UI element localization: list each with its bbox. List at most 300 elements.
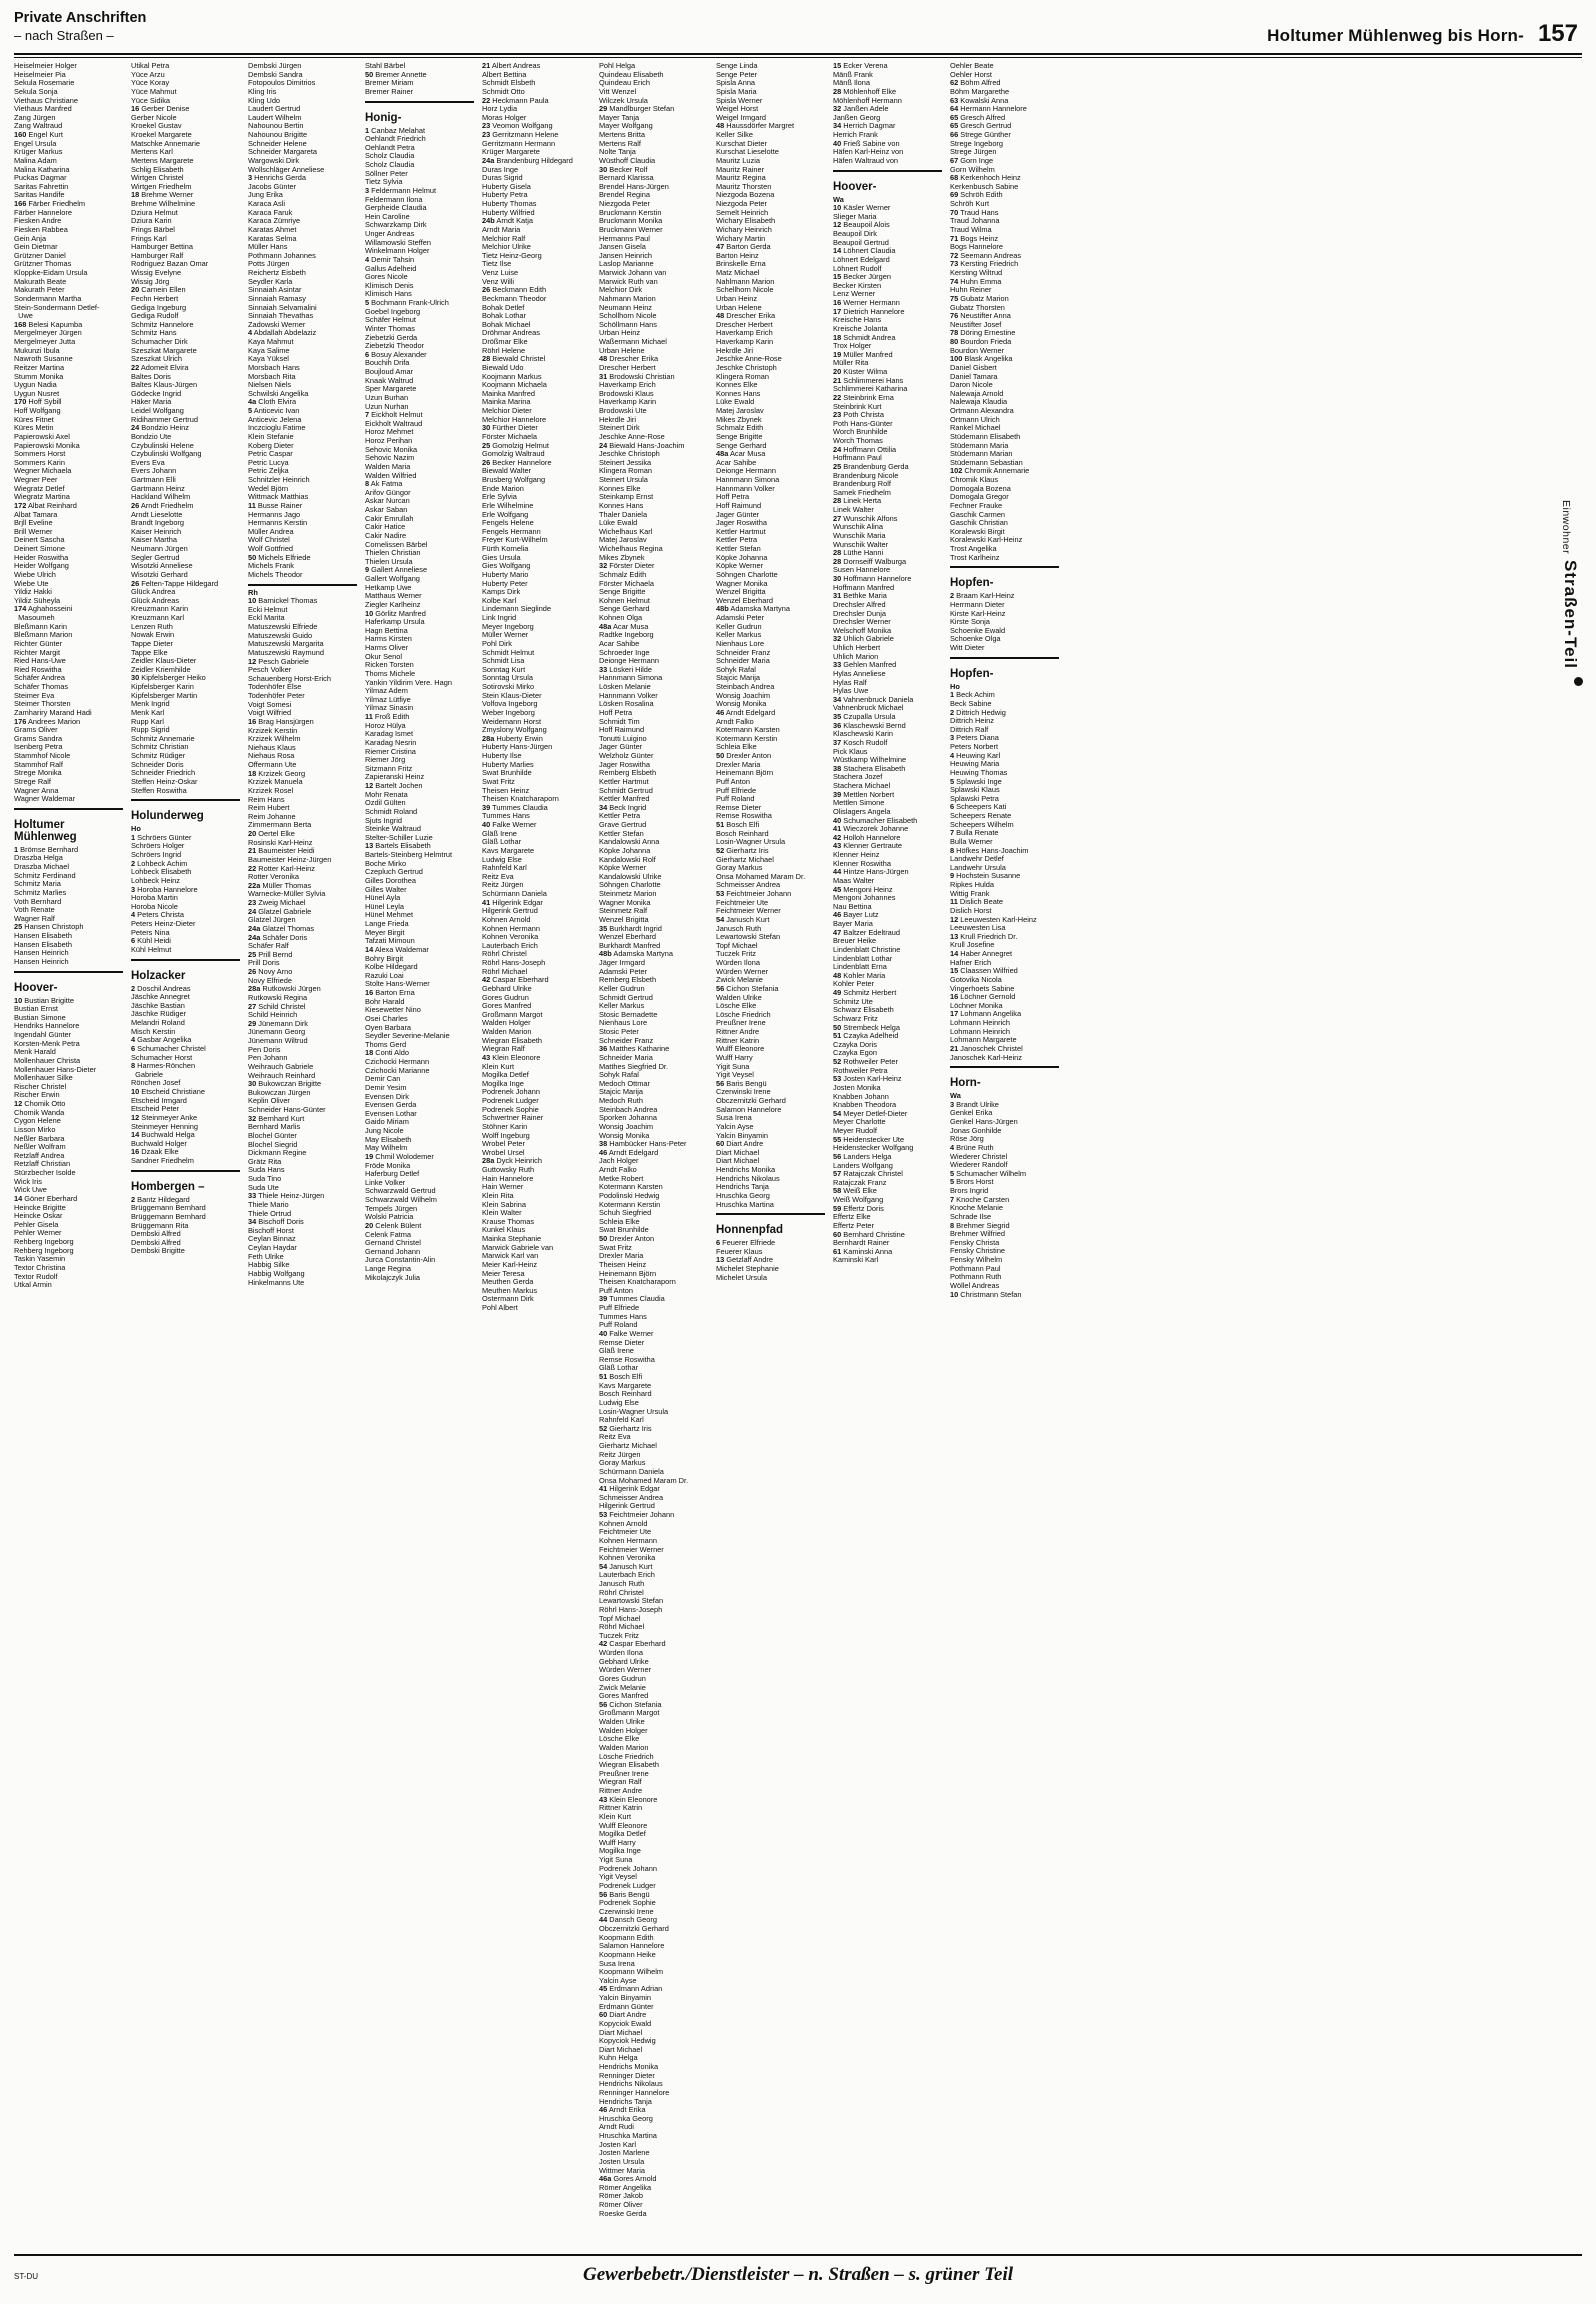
- directory-entry: Niehaus Klaus: [248, 743, 296, 752]
- directory-entry: Ziegler Karlheinz: [365, 600, 421, 609]
- directory-entry: Drößmar Elke: [482, 338, 528, 346]
- directory-entry: 48 Kohler Maria: [833, 971, 886, 980]
- street-heading-line: Honnenpfad: [716, 1224, 784, 1237]
- directory-entry: Losin-Wagner Ursula: [599, 1407, 669, 1416]
- directory-entry: Jeschke Anne-Rose: [716, 355, 782, 364]
- directory-entry: Hain Hannelore: [482, 1174, 534, 1183]
- directory-entry: Glatzel Jürgen: [248, 916, 296, 925]
- directory-entry: Löchner Monika: [950, 1001, 1003, 1010]
- directory-entry: Schmidt Lisa: [482, 657, 525, 666]
- directory-entry: Voigt Somesi: [248, 700, 292, 709]
- directory-entry: Schumacher Dirk: [131, 338, 188, 346]
- directory-entry: Eckl Marita: [248, 614, 285, 623]
- directory-entry: Steinke Waltraud: [365, 825, 422, 834]
- directory-entry: Podrenek Sophie: [599, 1899, 656, 1908]
- directory-entry: Salamon Hannelore: [716, 1105, 782, 1114]
- directory-entry: Drescher Herbert: [599, 363, 656, 372]
- directory-entry: Landwehr Detlef: [950, 855, 1004, 864]
- directory-entry: Zang Waltraud: [14, 122, 63, 131]
- directory-entry: Weihrauch Reinhard: [248, 1071, 316, 1080]
- directory-entry: Keller Silke: [716, 131, 753, 139]
- directory-entry: Kohnen Veronika: [599, 1554, 656, 1563]
- directory-entry: Wa: [833, 195, 844, 204]
- directory-entry: 6 Feuerer Elfriede: [716, 1239, 776, 1248]
- directory-entry: Römer Angelika: [599, 2183, 652, 2192]
- directory-entry: Kunkel Klaus: [482, 1226, 526, 1235]
- directory-entry: Tonutti Luigino: [599, 734, 647, 743]
- directory-entry: Gores Gudrun: [599, 1674, 646, 1683]
- directory-entry: 28a Huberty Erwin: [482, 734, 543, 743]
- directory-entry: Erle Wilhelmine: [482, 501, 534, 510]
- directory-entry: Chomik Wanda: [14, 1108, 65, 1117]
- street-heading-line: Hoover-: [14, 981, 58, 994]
- directory-entry: Retzlaff Andrea: [14, 1151, 65, 1160]
- directory-entry: Cornelissen Bärbel: [365, 540, 428, 549]
- directory-entry: Kreuzmann Karl: [131, 614, 184, 622]
- directory-entry: Schleia Elke: [716, 743, 757, 752]
- directory-entry: Karadag Ismet: [365, 730, 414, 739]
- directory-entry: 10 Bustian Brigitte: [14, 996, 74, 1005]
- directory-entry: Erle Wolfgang: [482, 510, 529, 519]
- directory-entry: Waßermann Michael: [599, 338, 667, 346]
- directory-entry: Bernhardt Rainer: [833, 1239, 890, 1248]
- directory-entry: Retzlaff Christian: [14, 1160, 71, 1169]
- directory-entry: Mauritz Regina: [716, 174, 766, 183]
- directory-entry: 5 Schumacher Wilhelm: [950, 1169, 1026, 1178]
- directory-entry: Gabriele: [131, 1070, 164, 1079]
- directory-entry: Josten Monika: [833, 1083, 881, 1092]
- directory-entry: Josten Karl: [599, 2140, 636, 2149]
- directory-entry: Schmitz Hannelore: [131, 320, 194, 329]
- directory-entry: Schmidt Tim: [599, 717, 640, 726]
- directory-entry: Melchior Dieter: [482, 407, 532, 415]
- directory-entry: Brill Werner: [14, 527, 53, 536]
- directory-entry: Weihrauch Gabriele: [248, 1062, 314, 1071]
- directory-entry: Mikes Zbynek: [716, 415, 762, 424]
- directory-entry: Volfova Ingeborg: [482, 700, 538, 709]
- directory-entry: Kroekel Margarete: [131, 131, 192, 139]
- directory-entry: Deionge Hermann: [716, 467, 776, 476]
- directory-entry: 8 Höfkes Hans-Joachim: [950, 846, 1029, 855]
- directory-entry: Heincke Brigitte: [14, 1203, 66, 1212]
- directory-entry: 12 Bartelt Jochen: [365, 782, 423, 790]
- directory-entry: Gläß Irene: [599, 1347, 634, 1356]
- directory-entry: 170 Hoff Sybill: [14, 398, 62, 407]
- directory-entry: Trost Angelika: [950, 545, 997, 553]
- directory-entry: Podrenek Johann: [599, 1864, 657, 1873]
- directory-entry: Etscheid Irmgard: [131, 1096, 187, 1105]
- directory-entry: Cakir Emrullah: [365, 514, 414, 523]
- directory-entry: Schneider Franz: [599, 1036, 654, 1045]
- directory-entry: Goray Markus: [599, 1459, 646, 1468]
- directory-entry: Melchior Ralf: [482, 234, 526, 243]
- directory-entry: Obczernitzki Gerhard: [716, 1097, 786, 1105]
- directory-entry: 52 Gierhartz Iris: [599, 1424, 652, 1433]
- directory-entry: Yüce Koray: [131, 79, 170, 88]
- directory-entry: Gallus Adelheid: [365, 264, 417, 273]
- directory-entry: Stein-Sondermann Detlef-: [14, 303, 100, 312]
- directory-entry: Yigit Suna: [716, 1062, 750, 1071]
- directory-entry: Mikolajczyk Julia: [365, 1273, 421, 1282]
- directory-entry: 26 Felten-Tappe Hildegard: [131, 579, 219, 588]
- directory-entry: Huberty Marlies: [482, 760, 534, 769]
- directory-entry: Scheepers Wilhelm: [950, 820, 1014, 829]
- directory-column: [131, 62, 248, 2202]
- directory-entry: Ludwig Else: [599, 1398, 639, 1407]
- directory-entry: Lösche Elke: [716, 1002, 757, 1011]
- directory-entry: Lindenblatt Lothar: [833, 954, 893, 963]
- directory-entry: Evers Johann: [131, 467, 177, 476]
- directory-entry: Gilles Walter: [365, 885, 407, 894]
- directory-entry: Haferburg Detlef: [365, 1170, 420, 1179]
- directory-entry: Reim Hans: [248, 795, 285, 804]
- directory-entry: Wisotzki Gerhard: [131, 570, 188, 579]
- directory-entry: Zwick Melanie: [599, 1683, 646, 1692]
- directory-entry: Wrobel Peter: [482, 1140, 525, 1149]
- street-heading: [716, 1224, 830, 1237]
- directory-entry: Gödecke Ingrid: [131, 389, 182, 398]
- directory-entry: 53 Josten Karl-Heinz: [833, 1075, 902, 1084]
- directory-entry: Salamon Hannelore: [599, 1942, 665, 1951]
- directory-entry: Schmeisser Andrea: [716, 881, 781, 890]
- directory-entry: Grützner Thomas: [14, 260, 72, 269]
- directory-entry: Niehaus Rosa: [248, 752, 295, 761]
- directory-entry: 10 Barnickel Thomas: [248, 597, 318, 606]
- directory-entry: Arndt Falko: [599, 1166, 637, 1174]
- directory-entry: Feth Ulrike: [248, 1252, 284, 1261]
- directory-entry: Welschoff Monika: [833, 626, 892, 635]
- directory-entry: 72 Seemann Andreas: [950, 251, 1022, 260]
- directory-entry: 7 Eickholt Helmut: [365, 411, 423, 420]
- directory-entry: 42 Caspar Eberhard: [599, 1640, 666, 1649]
- directory-entry: Pehler Werner: [14, 1229, 62, 1238]
- directory-entry: Viethaus Christiane: [14, 96, 78, 105]
- directory-entry: Czerwinski Irene: [599, 1907, 654, 1916]
- directory-entry: 12 Leeuwesten Karl-Heinz: [950, 915, 1037, 924]
- directory-entry: 46 Arndt Erika: [599, 2106, 646, 2115]
- directory-entry: Gartmann Elli: [131, 476, 176, 484]
- directory-entry: Sommers Karin: [14, 458, 65, 467]
- directory-entry: Kettler Petra: [716, 536, 758, 545]
- directory-entry: 22 Steinbrink Erna: [833, 393, 894, 402]
- directory-entry: 6 Schumacher Christel: [131, 1044, 206, 1053]
- directory-entry: Dickmann Regine: [248, 1149, 307, 1158]
- directory-entry: Morsbach Rita: [248, 372, 296, 381]
- directory-entry: Neumann Jürgen: [131, 545, 188, 553]
- directory-entry: 4 Peters Christa: [131, 911, 185, 920]
- directory-entry: Todenhöfer Peter: [248, 692, 305, 700]
- directory-entry: Matuszewski Elfriede: [248, 623, 318, 631]
- directory-entry: 43 Klenner Gertraute: [833, 842, 903, 851]
- directory-entry: Yalcin Ayse: [716, 1122, 754, 1131]
- directory-entry: Matz Michael: [716, 269, 760, 277]
- directory-entry: Kuhn Helga: [599, 2054, 638, 2063]
- directory-entry: Mertens Karl: [131, 148, 173, 157]
- directory-entry: 50 Strembeck Helga: [833, 1023, 900, 1032]
- directory-entry: 6 Kühl Heidi: [131, 937, 171, 946]
- directory-entry: Hoff Wolfgang: [14, 407, 61, 415]
- directory-entry: Stüdemann Marian: [950, 450, 1013, 459]
- directory-entry: 28 Dornseiff Walburga: [833, 557, 907, 566]
- directory-entry: Steinkamp Ernst: [599, 493, 654, 502]
- directory-entry: 33 Gehlen Manfred: [833, 661, 897, 670]
- directory-entry: Arifov Güngor: [365, 488, 411, 497]
- directory-entry: Eickholt Waltraud: [365, 419, 423, 428]
- directory-entry: Gubatz Thorsten: [950, 303, 1005, 312]
- directory-entry: Stumm Monika: [14, 372, 64, 381]
- directory-entry: Thaler Daniela: [599, 510, 648, 519]
- directory-entry: Brandenburg Rolf: [833, 480, 891, 489]
- directory-entry: Zmyslony Wolfgang: [482, 726, 547, 735]
- directory-entry: Kühl Helmut: [131, 945, 172, 954]
- directory-entry: Kohnen Hermann: [482, 924, 540, 933]
- directory-entry: 53 Feichtmeier Johann: [599, 1511, 675, 1519]
- directory-entry: Etscheid Peter: [131, 1105, 180, 1114]
- directory-entry: Rittner Andre: [599, 1787, 643, 1795]
- directory-entry: 12 Steinmeyer Anke: [131, 1113, 198, 1122]
- directory-entry: Podrenek Ludger: [599, 1881, 656, 1890]
- directory-entry: Neßler Barbara: [14, 1134, 65, 1143]
- directory-entry: Podrenek Ludger: [482, 1097, 539, 1105]
- directory-entry: 28a Rutkowski Jürgen: [248, 985, 321, 994]
- directory-entry: Gediga Ingeburg: [131, 303, 187, 312]
- directory-entry: Todenhöfer Else: [248, 683, 302, 692]
- directory-entry: Worch Thomas: [833, 437, 883, 445]
- directory-entry: Köpke Werner: [599, 864, 647, 873]
- directory-entry: Quindeau Erich: [599, 79, 650, 88]
- directory-entry: 18 Conti Aldo: [365, 1049, 409, 1058]
- directory-entry: 39 Mettlen Norbert: [833, 790, 895, 799]
- directory-entry: Fensky Christa: [950, 1238, 1000, 1247]
- directory-entry: Hannmann Simona: [599, 674, 663, 683]
- directory-entry: Herrich Frank: [833, 131, 878, 139]
- directory-entry: Urban Helene: [599, 346, 645, 355]
- directory-entry: Wirtgen Christel: [131, 174, 184, 183]
- directory-entry: 40 Falke Werner: [482, 821, 537, 829]
- footer-rule: [14, 2254, 1582, 2256]
- directory-entry: Löhnert Rudolf: [833, 264, 882, 273]
- directory-entry: Losin-Wagner Ursula: [716, 838, 786, 847]
- directory-entry: 50 Drexler Anton: [716, 752, 772, 760]
- directory-entry: Rischer Erwin: [14, 1091, 60, 1100]
- directory-entry: Czichocki Marianne: [365, 1066, 430, 1075]
- directory-entry: Haverkamp Erich: [599, 381, 656, 390]
- directory-entry: Czybulinski Wolfgang: [131, 450, 202, 459]
- directory-entry: 32 Förster Dieter: [599, 562, 655, 571]
- directory-entry: Haverkamp Karin: [716, 338, 774, 346]
- directory-entry: Oehler Horst: [950, 70, 992, 79]
- directory-entry: Hruschka Martina: [716, 1200, 774, 1209]
- directory-entry: Krzizek Kerstin: [248, 726, 298, 735]
- directory-entry: 29 Jünemann Dirk: [248, 1019, 308, 1028]
- directory-entry: Meier Karl-Heinz: [482, 1260, 538, 1269]
- footer-code: ST-DU: [14, 2272, 38, 2281]
- directory-entry: Schäfer Ralf: [248, 942, 289, 951]
- directory-entry: Duras Inge: [482, 165, 519, 174]
- directory-entry: Krzizek Wilhelm: [248, 735, 301, 744]
- directory-entry: Remberg Elsbeth: [599, 976, 657, 985]
- directory-entry: 40 Schumacher Elisabeth: [833, 816, 918, 825]
- directory-entry: Wüsthoff Claudia: [599, 156, 656, 165]
- directory-entry: Jager Roswitha: [716, 519, 767, 528]
- directory-entry: 10 Etscheid Christiane: [131, 1088, 205, 1096]
- directory-entry: Drexler Maria: [599, 1252, 644, 1261]
- directory-entry: Papierowski Monika: [14, 441, 80, 450]
- directory-entry: Wegner Michaela: [14, 467, 72, 476]
- directory-entry: 41 Hilgerink Edgar: [482, 898, 543, 907]
- directory-entry: Meyer Birgit: [365, 928, 405, 937]
- directory-entry: 4 Gasbar Angelika: [131, 1036, 192, 1045]
- directory-entry: Wiederer Christel: [950, 1152, 1008, 1161]
- directory-entry: Baumeister Heinz-Jürgen: [248, 855, 332, 864]
- directory-entry: Heinemann Björn: [599, 1269, 657, 1278]
- directory-entry: Theisen Heinz: [599, 1260, 647, 1269]
- directory-entry: Konnes Hans: [716, 389, 761, 398]
- directory-entry: Suda Hans: [248, 1166, 285, 1175]
- directory-entry: Huberty Peter: [482, 579, 528, 588]
- directory-entry: Hylas Uwe: [833, 687, 869, 696]
- directory-entry: Breuer Heike: [833, 937, 877, 946]
- directory-entry: Kipfelsberger Martin: [131, 691, 198, 700]
- directory-entry: Oehlandt Friedrich: [365, 135, 426, 144]
- directory-entry: Klein Stefanie: [248, 432, 294, 441]
- directory-entry: 26 Beckmann Edith: [482, 286, 547, 295]
- directory-entry: Poth Hans-Günter: [833, 419, 893, 428]
- directory-entry: Sinnaiah Asintar: [248, 286, 302, 295]
- directory-entry: Arndt Maria: [482, 225, 521, 234]
- directory-entry: 53 Feichtmeier Johann: [716, 890, 792, 898]
- directory-entry: Jager Günter: [716, 510, 760, 519]
- directory-entry: 24b Arndt Katja: [482, 217, 533, 226]
- directory-entry: Thiele Mario: [248, 1200, 289, 1209]
- directory-entry: Müller Werner: [482, 631, 529, 640]
- directory-entry: Czybulinski Helene: [131, 441, 194, 450]
- directory-entry: Haverkamp Karin: [599, 398, 657, 407]
- directory-entry: Schleia Elke: [599, 1217, 640, 1226]
- directory-entry: 4a Cloth Elvira: [248, 398, 297, 407]
- header-title-line2: – nach Straßen –: [14, 28, 114, 43]
- directory-entry: Steinert Dirk: [599, 424, 640, 433]
- directory-entry: Drechsler Dunja: [833, 609, 886, 618]
- directory-entry: Wüstkamp Wilhelmine: [833, 756, 907, 765]
- directory-entry: Schneider Franz: [716, 648, 771, 657]
- directory-entry: Gies Ursula: [482, 553, 521, 562]
- directory-entry: Wiebe Ute: [14, 579, 49, 588]
- directory-entry: Hylas Ralf: [833, 678, 867, 687]
- directory-entry: Anticevic Jelena: [248, 415, 302, 424]
- directory-entry: 75 Gubatz Marion: [950, 294, 1009, 303]
- directory-entry: Hinkelmanns Ute: [248, 1278, 305, 1287]
- directory-entry: 100 Blask Angelika: [950, 355, 1013, 364]
- directory-entry: Linke Volker: [365, 1178, 406, 1187]
- directory-entry: Thoms Gerd: [365, 1040, 407, 1049]
- directory-entry: 3 Horoba Hannelore: [131, 885, 198, 894]
- directory-entry: Bremer Miriam: [365, 79, 414, 88]
- directory-entry: Meyer Ingeborg: [482, 622, 534, 631]
- directory-entry: 4 Brüne Ruth: [950, 1143, 994, 1152]
- directory-entry: Riemer Jörg: [365, 756, 406, 765]
- section-divider: [365, 101, 474, 103]
- directory-entry: Zeidler Klaus-Dieter: [131, 657, 197, 666]
- directory-entry: Horz Lydia: [482, 105, 518, 114]
- directory-entry: Jung Nicole: [365, 1127, 404, 1135]
- directory-entry: Stüdemann Elisabeth: [950, 432, 1021, 441]
- directory-entry: Bohr Harald: [365, 997, 405, 1006]
- directory-entry: Mogilka Detlef: [482, 1071, 529, 1080]
- bullet-icon: [1574, 677, 1583, 686]
- directory-entry: Meier Teresa: [482, 1269, 525, 1278]
- directory-entry: Walden Maria: [365, 462, 411, 471]
- directory-entry: Bernhard Marlis: [248, 1123, 301, 1132]
- directory-entry: Lüke Ewald: [599, 519, 638, 528]
- directory-entry: Hilgerink Gertrud: [482, 907, 538, 916]
- directory-entry: 50 Michels Elfriede: [248, 553, 311, 562]
- directory-entry: Lewartowski Stefan: [599, 1597, 664, 1606]
- directory-entry: Weigel Irmgard: [716, 113, 766, 122]
- directory-entry: Heidenstecker Wolfgang: [833, 1144, 914, 1153]
- directory-entry: Baltes Doris: [131, 372, 171, 381]
- directory-entry: 54 Meyer Detlef-Dieter: [833, 1109, 908, 1118]
- directory-entry: Heincke Oskar: [14, 1212, 63, 1221]
- directory-entry: Häker Maria: [131, 398, 172, 407]
- directory-entry: 62 Böhm Alfred: [950, 79, 1001, 88]
- directory-entry: Janßen Georg: [833, 113, 881, 122]
- directory-entry: Jansen Heinrich: [599, 251, 652, 260]
- directory-entry: Peters Nina: [131, 928, 170, 937]
- directory-entry: Malina Adam: [14, 156, 57, 165]
- directory-entry: Preußner Irene: [599, 1769, 649, 1778]
- directory-entry: Kettler Hartmut: [716, 527, 766, 536]
- directory-entry: Jager Günter: [599, 743, 643, 752]
- directory-entry: Zadowski Werner: [248, 320, 306, 329]
- directory-entry: Hetkamp Uwe: [365, 583, 412, 592]
- street-heading: [833, 181, 947, 194]
- directory-entry: Fiesken Rabbea: [14, 225, 68, 234]
- directory-entry: Maas Walter: [833, 876, 875, 885]
- directory-entry: 54 Janusch Kurt: [716, 915, 770, 924]
- directory-entry: Lauterbach Erich: [482, 941, 538, 950]
- directory-entry: Blochel Siegrid: [248, 1140, 298, 1149]
- directory-entry: Hermanns Jago: [248, 510, 301, 519]
- directory-entry: 73 Kersting Friedrich: [950, 260, 1019, 269]
- directory-entry: Hoff Raimund: [716, 501, 762, 510]
- directory-entry: Stosic Peter: [599, 1028, 639, 1036]
- directory-entry: Ho: [131, 825, 141, 834]
- directory-entry: 7 Knoche Carsten: [950, 1195, 1010, 1204]
- directory-entry: 2 Lohbeck Achim: [131, 859, 188, 868]
- directory-entry: Brusberg Wolfgang: [482, 476, 546, 484]
- directory-entry: Kling Iris: [248, 87, 277, 96]
- directory-entry: Chromik Klaus: [950, 476, 999, 484]
- directory-entry: Brehmer Wilfried: [950, 1230, 1006, 1239]
- directory-entry: Köpke Johanna: [599, 846, 651, 855]
- directory-entry: May Elisabeth: [365, 1135, 412, 1144]
- directory-entry: Sinnaiah Ramasy: [248, 294, 306, 303]
- directory-entry: Koopmann Heike: [599, 1950, 656, 1959]
- directory-entry: Jach Holger: [599, 1157, 639, 1166]
- directory-entry: Susa Irena: [599, 1959, 635, 1968]
- directory-entry: 22 Adomeit Elvira: [131, 363, 189, 372]
- directory-entry: Sinnaiah Thevathas: [248, 312, 314, 321]
- directory-entry: 2 Braam Karl-Heinz: [950, 592, 1015, 601]
- directory-entry: Linek Walter: [833, 506, 874, 514]
- directory-entry: Swat Brunhilde: [482, 769, 532, 778]
- directory-entry: Wulff Eleonore: [599, 1821, 648, 1830]
- street-heading-line: Hopfen-: [950, 667, 994, 680]
- directory-entry: Schwarz Fritz: [833, 1014, 878, 1023]
- directory-entry: Blochel Günter: [248, 1131, 297, 1140]
- directory-entry: Beck Sabine: [950, 699, 992, 708]
